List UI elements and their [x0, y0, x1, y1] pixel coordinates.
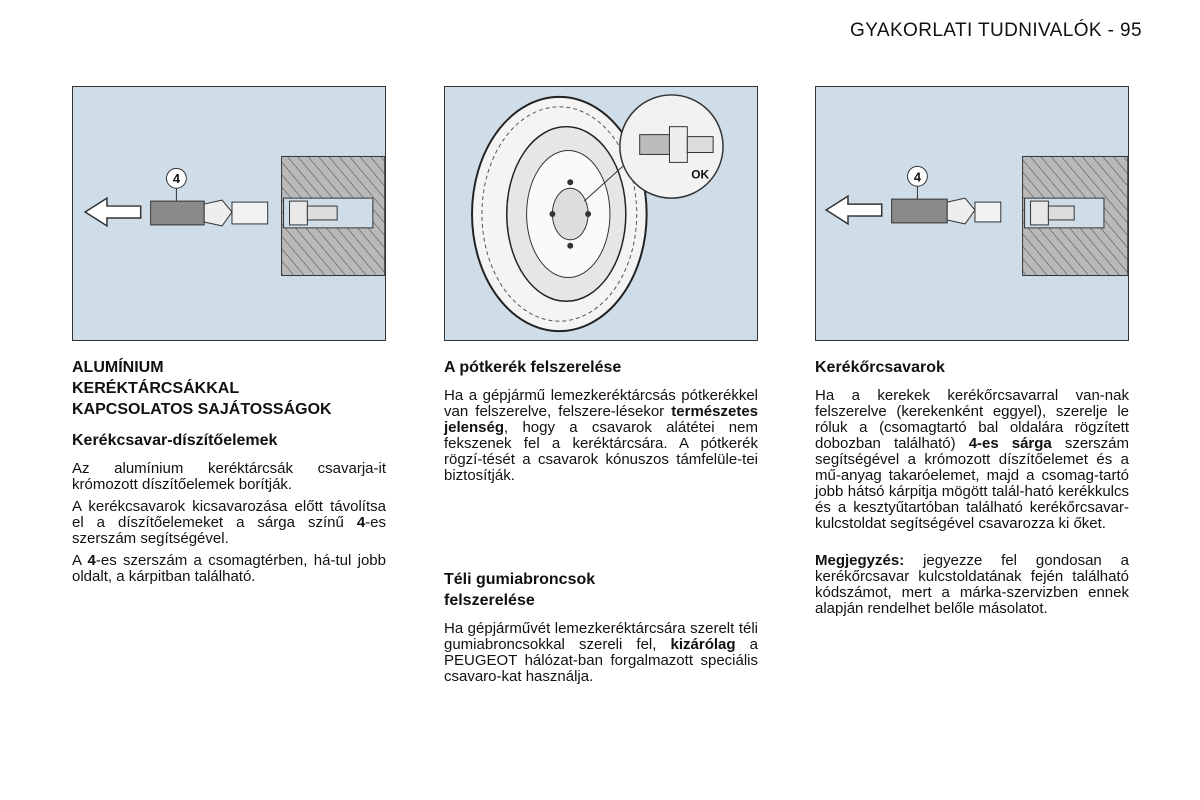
section-heading-antitheft: Kerékőrcsavarok — [815, 359, 945, 376]
paragraph: Ha gépjárművét lemezkeréktárcsára szerelt téli gumiabroncsokkal szereli fel, kizárólag a PEUGEOT hálózat-ban forgalmazott speciális csavaro-kat használja. — [444, 620, 758, 685]
antitheft-removal-illustration — [816, 87, 1128, 340]
paragraph: Ha a gépjármű lemezkeréktárcsás pótkerékkel van felszerelve, felszere-lésekor természetes jelenség, hogy a csavarok alátétei nem fekszenek fel a keréktárcsára. A pótkerék rögzí-tését a csavarok kónuszos támfelüle-tei biztosítják. — [444, 387, 758, 484]
paragraph: Az alumínium keréktárcsák csavarja-it krómozott díszítőelemek borítják. — [72, 460, 386, 493]
paragraph: Ha a kerekek kerékőrcsavarral van-nak felszerelve (kerekenként eggyel), szerelje le róluk a (csomagtartó bal oldalára rögzített dobozban található) 4-es sárga szerszám segítségével a krómozott díszítőelemet és a mű-anyag takaróelemet, majd a csomag-tartó jobb hátsó kárpitja mögött talál-ható kerékkulcs és a kesztyűtartóban található kerékőrcsavar-kulcstoldat segítségével csavarozza ki őket. — [815, 387, 1129, 532]
tool-number-label: 4 — [913, 169, 922, 185]
ok-label: OK — [691, 167, 710, 182]
column-spare-wheel — [444, 357, 758, 691]
figure-trim-removal — [72, 86, 386, 341]
paragraph: A kerékcsavarok kicsavarozása előtt távolítsa el a díszítőelemeket a sárga színű 4-es szerszám segítségével. — [72, 498, 386, 547]
column-aluminium-wheels — [72, 357, 386, 591]
section-heading-aluminium: ALUMÍNIUM KERÉKTÁRCSÁKKAL KAPCSOLATOS SAJÁTOSSÁGOK — [72, 359, 332, 418]
page-header: GYAKORLATI TUDNIVALÓK - 95 — [850, 20, 1142, 41]
spare-wheel-illustration — [445, 87, 757, 340]
paragraph: A 4-es szerszám a csomagtérben, há-tul jobb oldalt, a kárpitban található. — [72, 552, 386, 585]
arrow-left-icon — [826, 196, 882, 224]
column-antitheft-bolts — [815, 357, 1129, 623]
figure-antitheft-removal — [815, 86, 1129, 341]
subheading-trim: Kerékcsavar-díszítőelemek — [72, 432, 278, 449]
tool-number-label: 4 — [172, 171, 181, 187]
note-paragraph: Megjegyzés: jegyezze fel gondosan a kerékőrcsavar kulcstoldatának fején található kódszámot, mert a márka-szervizben ennek alapján rendelhet belőle másolatot. — [815, 552, 1129, 617]
section-heading-spare-wheel: A pótkerék felszerelése — [444, 359, 622, 376]
arrow-left-icon — [85, 198, 141, 226]
figure-spare-wheel — [444, 86, 758, 341]
trim-removal-illustration — [73, 87, 385, 340]
section-heading-winter-tyres: Téli gumiabroncsok felszerelése — [444, 571, 596, 609]
